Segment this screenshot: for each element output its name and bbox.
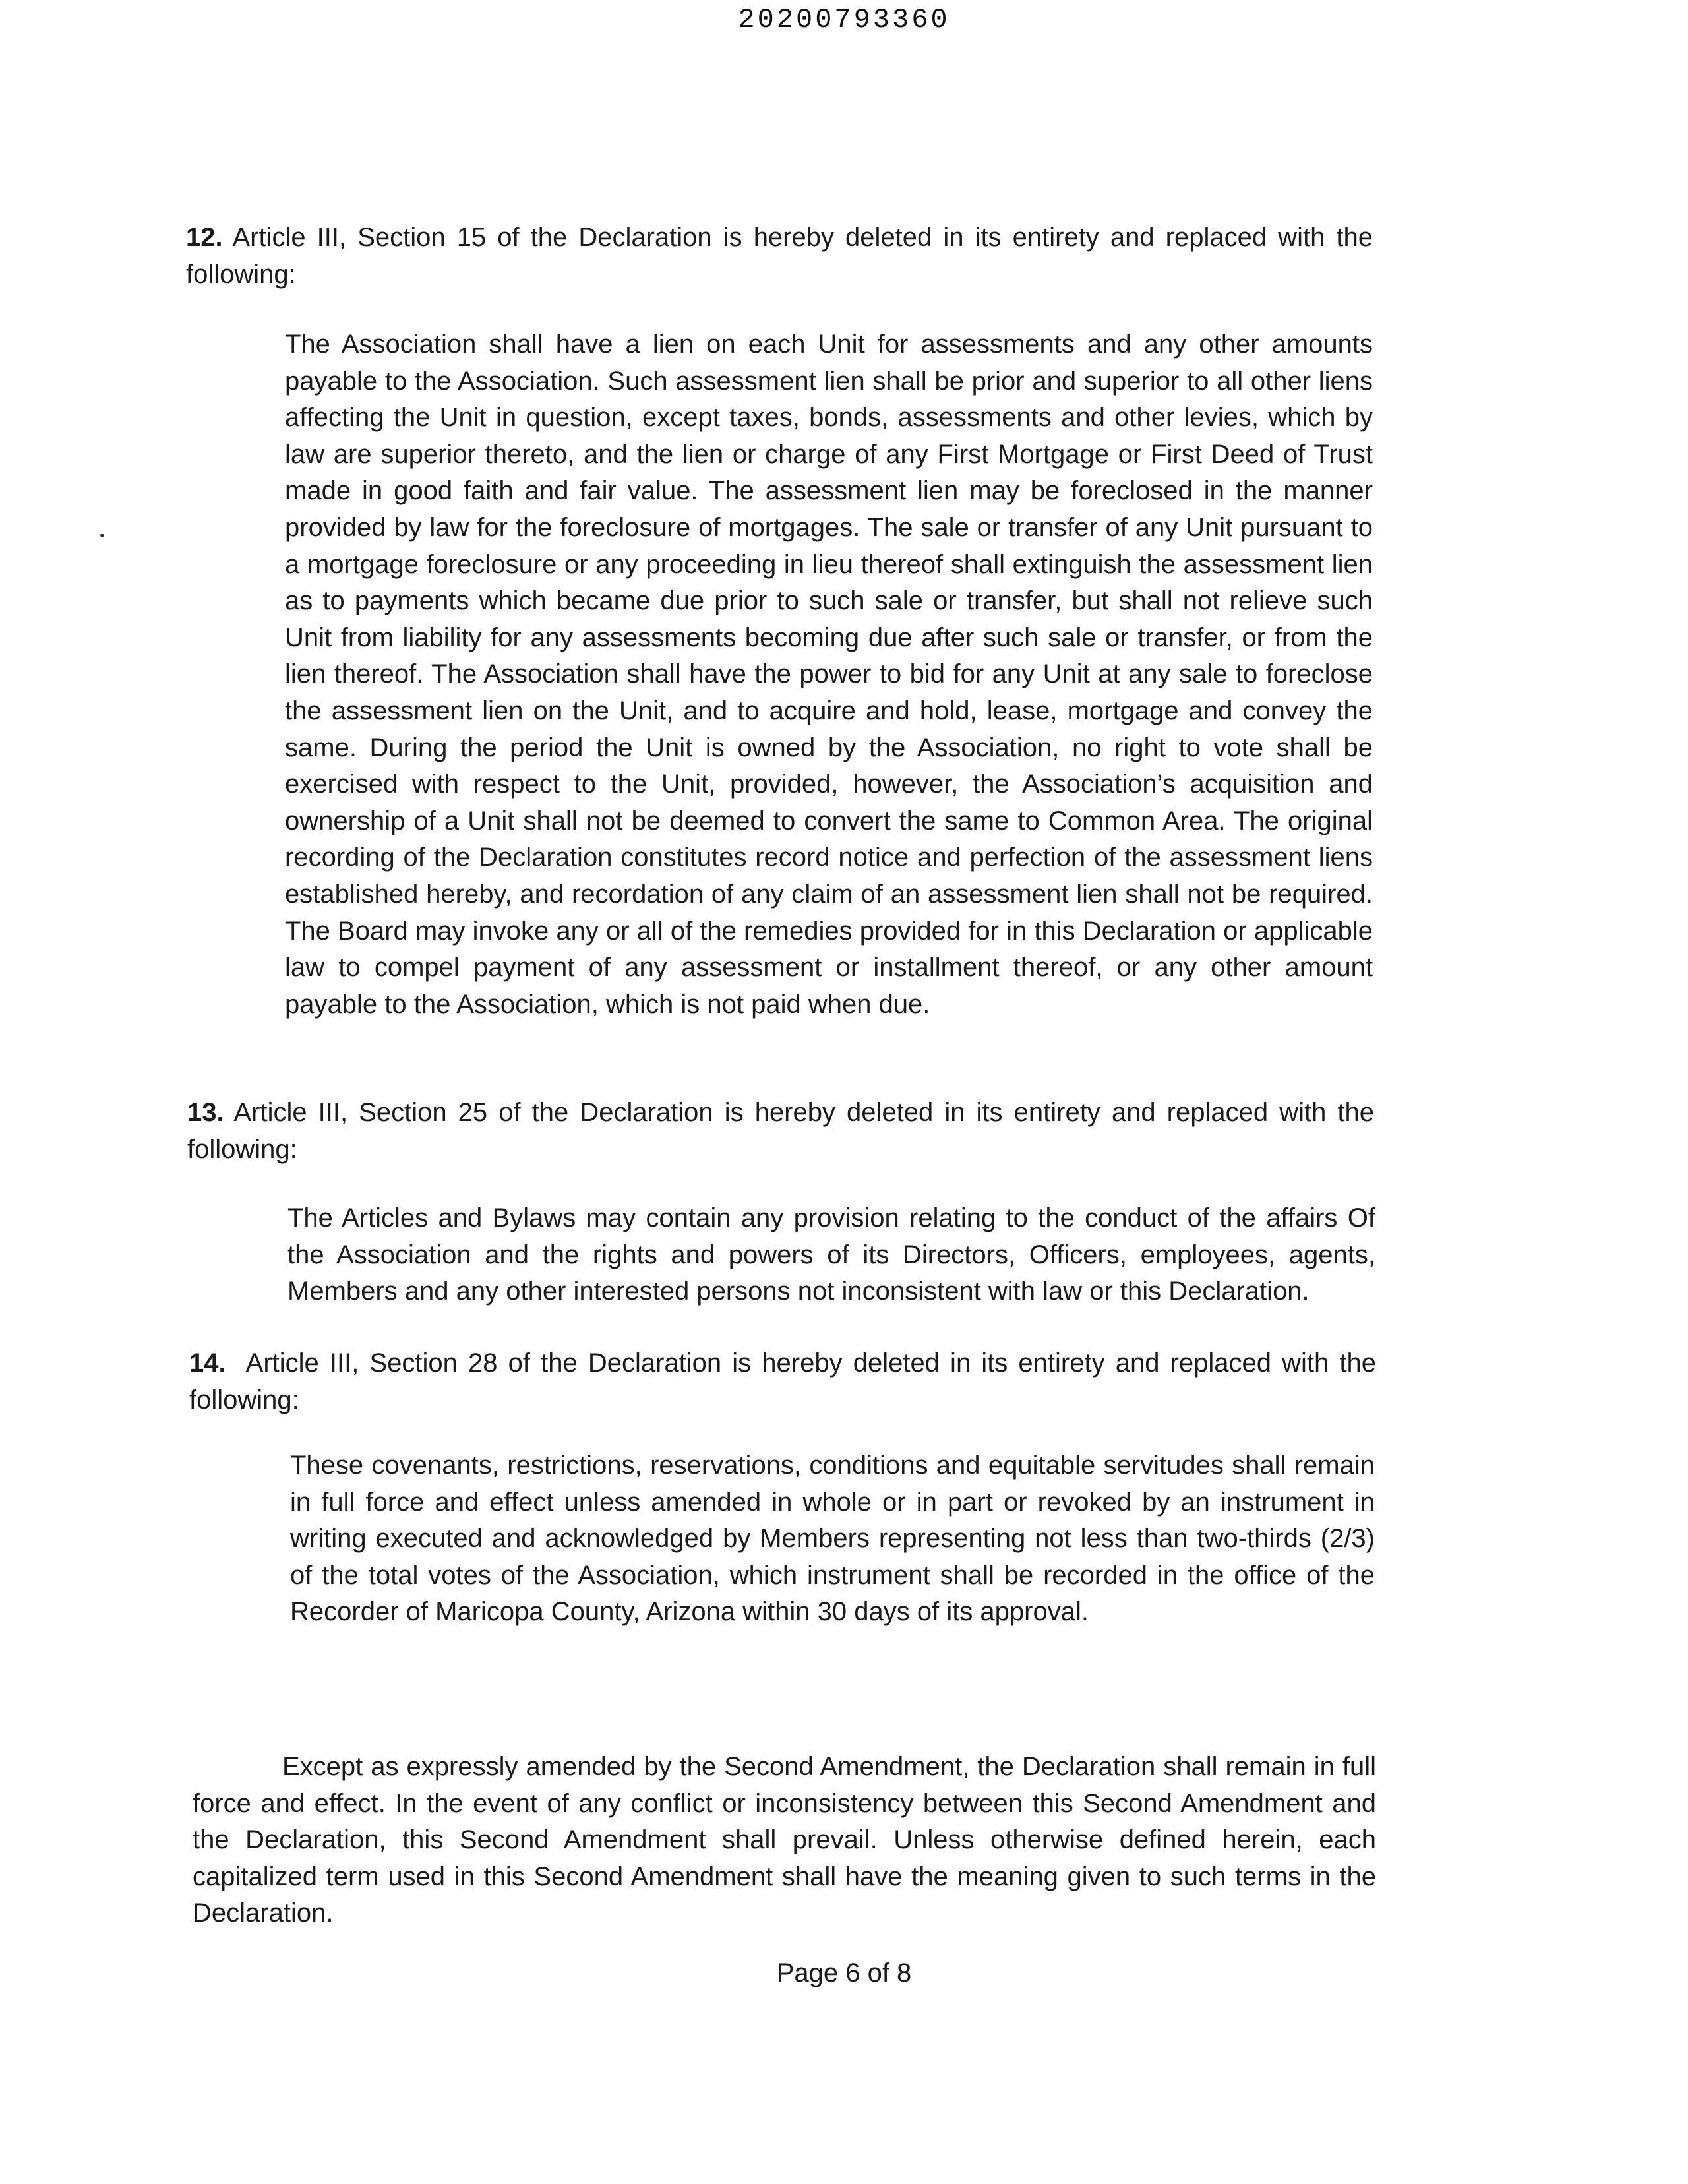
closing-paragraph <box>193 1749 1376 1932</box>
section-14-intro <box>189 1345 1384 1418</box>
section-12-intro <box>186 220 1373 293</box>
section-13-replacement-text: The Articles and Bylaws may contain any provision relating to the conduct of the affairs Of the Association and the rights and powers of its Directors, Officers, employees, agents, Members and any other interested persons not inconsistent with law or this Declaration. <box>287 1203 1375 1306</box>
scan-speck <box>100 534 104 537</box>
section-14-intro-text: Article III, Section 28 of the Declaration is hereby deleted in its entirety and replaced with the following: <box>189 1349 1384 1414</box>
section-13-intro-text: Article III, Section 25 of the Declaration is hereby deleted in its entirety and replaced with the following: <box>187 1098 1374 1164</box>
section-12-intro-text: Article III, Section 15 of the Declaration is hereby deleted in its entirety and replaced with the following: <box>186 223 1373 289</box>
section-14-replacement-text: These covenants, restrictions, reservations, conditions and equitable servitudes shall remain in full force and effect unless amended in whole or in part or revoked by an instrument in writing executed and acknowledged by Members representing not less than two-thirds (2/3) of the total votes of the Association, which instrument shall be recorded in the office of the Recorder of Maricopa County, Arizona within 30 days of its approval. <box>290 1451 1375 1627</box>
section-12-number: 12. <box>186 223 223 252</box>
section-13-number: 13. <box>187 1098 224 1127</box>
section-12-replacement-text: The Association shall have a lien on each Unit for assessments and any other amounts payable to the Association. Such assessment lien shall be prior and superior to all other liens affecting the Unit in question, except taxes, bonds, assessments and other levies, which by law are superior thereto, and the lien or charge of any First Mortgage or First Deed of Trust made in good faith and fair value. The assessment lien may be foreclosed in the manner provided by law for the foreclosure of mortgages. The sale or transfer of any Unit pursuant to a mortgage foreclosure or any proceeding in lieu thereof shall extinguish the assessment lien as to payments which became due prior to such sale or transfer, but shall not relieve such Unit from liability for any assessments becoming due after such sale or transfer, or from the lien thereof. The Association shall have the power to bid for any Unit at any sale to foreclose the assessment lien on the Unit, and to acquire and hold, lease, mortgage and convey the same. During the period the Unit is owned by the Association, no right to vote shall be exercised with respect to the Unit, provided, however, the Association’s acquisition and ownership of a Unit shall not be deemed to convert the same to Common Area. The original recording of the Declaration constitutes record notice and perfection of the assessment liens established hereby, and recordation of any claim of an assessment lien shall not be required. The Board may invoke any or all of the remedies provided for in this Declaration or applicable law to compel payment of any assessment or installment thereof, or any other amount payable to the Association, which is not paid when due. <box>285 330 1373 1019</box>
section-14-number: 14. <box>189 1349 226 1378</box>
section-13-intro <box>187 1095 1374 1168</box>
page-number: Page 6 of 8 <box>776 1958 912 1987</box>
recording-number: 20200793360 <box>738 4 950 36</box>
closing-paragraph-text: Except as expressly amended by the Second Amendment, the Declaration shall remain in full force and effect. In the event of any conflict or inconsistency between this Second Amendment and the Declaration, this Second Amendment shall prevail. Unless otherwise defined herein, each capitalized term used in this Second Amendment shall have the meaning given to such terms in the Declaration. <box>193 1752 1376 1928</box>
